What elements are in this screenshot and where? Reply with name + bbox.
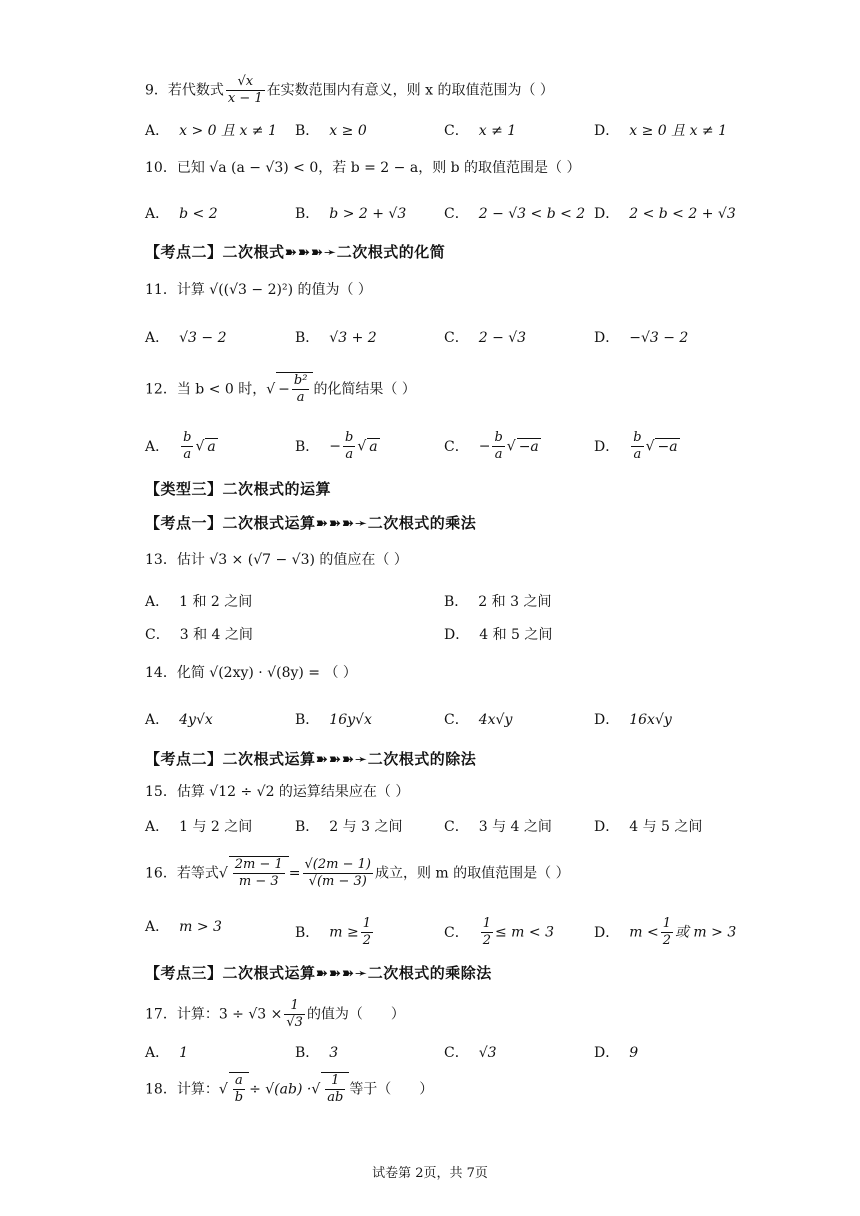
option-text: √3 + 2: [329, 330, 377, 346]
option-text: 2 − √3: [478, 330, 527, 346]
sign: −: [478, 438, 491, 455]
frac-denominator: b: [234, 1090, 244, 1105]
frac-denominator: 2: [362, 933, 372, 948]
option-label: C．: [444, 712, 469, 728]
question-tail: 在实数范围内有意义，则 x 的取值范围为（ ）: [266, 82, 554, 99]
fraction: [631, 430, 643, 463]
option-text: 2 − √3 < b < 2: [478, 206, 586, 222]
section-heading: 【类型三】二次根式的运算: [145, 480, 332, 498]
equals-sign: =: [288, 865, 301, 882]
frac-numerator: 2m − 1: [234, 857, 283, 872]
frac-numerator: a: [233, 1073, 245, 1090]
option-label: B．: [295, 123, 320, 139]
frac-denominator: x − 1: [227, 91, 263, 106]
question-number: 17．: [145, 1006, 177, 1023]
fraction: [481, 916, 493, 949]
frac-denominator: a: [296, 390, 305, 405]
option-c[interactable]: [145, 624, 253, 644]
frac-denominator: a: [494, 447, 503, 462]
option-label: B．: [295, 438, 320, 455]
option-a[interactable]: [145, 591, 252, 611]
options-15: [145, 816, 745, 840]
frac-numerator: 1: [662, 916, 671, 931]
frac-numerator: b: [494, 430, 503, 445]
frac-numerator: b: [183, 430, 192, 445]
radical-sign: √: [218, 865, 228, 882]
option-label: B．: [444, 594, 469, 610]
question-number: 18．: [145, 1081, 177, 1098]
radical-sign: √: [357, 438, 367, 455]
fraction: [303, 857, 373, 890]
option-label: B．: [295, 330, 320, 346]
option-a[interactable]: [145, 203, 218, 223]
option-a[interactable]: [145, 916, 222, 936]
option-text: 1: [179, 1045, 189, 1061]
option-d[interactable]: [594, 709, 672, 729]
question-16: [145, 856, 570, 890]
radicand: a: [369, 438, 378, 455]
question-stem: 计算 √((√3 − 2)²) 的值为（ ）: [176, 282, 372, 298]
question-15: [145, 782, 409, 802]
options-11: [145, 327, 745, 351]
radical-sign: √: [195, 438, 205, 455]
option-d[interactable]: [594, 120, 727, 140]
option-b[interactable]: [295, 816, 402, 836]
option-b[interactable]: [295, 120, 367, 140]
option-d[interactable]: [594, 430, 680, 463]
option-text: −√3 − 2: [629, 330, 689, 346]
option-label: C．: [444, 819, 469, 835]
question-stem: 估计 √3 × (√7 − √3) 的值应在（ ）: [176, 552, 408, 568]
operator-text: ÷ √(ab) ·: [249, 1081, 312, 1098]
question-number: 12．: [145, 381, 177, 398]
option-a[interactable]: [145, 120, 277, 140]
option-text: 2 与 3 之间: [329, 819, 403, 835]
option-text: 16y√x: [329, 712, 372, 728]
frac-denominator: √(m − 3): [308, 874, 367, 889]
option-d[interactable]: [594, 203, 736, 223]
options-13: [145, 591, 745, 615]
option-b[interactable]: [295, 430, 380, 463]
option-text: x > 0 且 x ≠ 1: [179, 123, 277, 139]
section-heading: 【考点二】二次根式运算➽➽➽➛二次根式的除法: [145, 750, 477, 768]
radical-sign: √: [266, 381, 276, 398]
question-tail: 的值为（ ）: [306, 1006, 405, 1023]
option-label: A．: [145, 819, 170, 835]
fraction: [181, 430, 193, 463]
frac-numerator: b: [633, 430, 642, 445]
question-12: [145, 372, 416, 406]
question-tail: 的化简结果（ ）: [313, 381, 416, 398]
option-text: 3: [329, 1045, 339, 1061]
option-text: x ≥ 0: [329, 123, 367, 139]
option-text: 4x√y: [478, 712, 513, 728]
option-text: √3: [478, 1045, 497, 1061]
option-pre: m <: [629, 924, 659, 941]
radical-sign: √: [311, 1081, 321, 1098]
question-stem: 已知 √a (a − √3) < 0，若 b = 2 − a，则 b 的取值范围是（ ）: [176, 160, 581, 176]
options-13b: [145, 624, 745, 648]
option-c[interactable]: [444, 430, 541, 463]
radicand: [229, 1072, 249, 1106]
option-text: 4 和 5 之间: [479, 627, 553, 643]
option-label: C．: [444, 1045, 469, 1061]
option-post: 或 m > 3: [674, 924, 737, 941]
option-text: x ≠ 1: [478, 123, 517, 139]
option-label: B．: [295, 712, 320, 728]
page-footer: 试卷第 2页，共 7页: [372, 1166, 488, 1181]
question-stem: 化简 √(2xy) · √(8y) = （ ）: [176, 665, 357, 681]
option-label: A．: [145, 330, 170, 346]
question-tail: 等于（ ）: [349, 1081, 434, 1098]
fraction: [226, 74, 265, 107]
option-label: C．: [444, 330, 469, 346]
question-number: 16．: [145, 865, 177, 882]
section-heading: 【考点二】二次根式➽➽➽➛二次根式的化简: [145, 243, 446, 261]
fraction: [233, 857, 285, 890]
question-stem: 当 b < 0 时，: [176, 381, 267, 398]
option-a[interactable]: [145, 327, 227, 347]
option-label: C．: [444, 123, 469, 139]
option-text: √3 − 2: [179, 330, 227, 346]
option-text: b < 2: [179, 206, 218, 222]
frac-numerator: 1: [362, 916, 372, 931]
option-label: A．: [145, 206, 170, 222]
option-c[interactable]: [444, 203, 585, 223]
question-number: 11．: [145, 282, 177, 298]
option-post: ≤ m < 3: [495, 924, 554, 941]
option-d[interactable]: [594, 1042, 638, 1062]
option-c[interactable]: [444, 816, 552, 836]
frac-numerator: 1: [284, 998, 305, 1015]
frac-numerator: √(2m − 1): [304, 857, 371, 872]
fraction: [492, 430, 504, 463]
option-label: A．: [145, 594, 170, 610]
fraction: [661, 916, 673, 949]
option-a[interactable]: [145, 430, 218, 463]
frac-denominator: ab: [327, 1090, 344, 1105]
radicand: −a: [657, 438, 678, 455]
frac-numerator: b²: [293, 373, 308, 388]
options-16: [145, 916, 745, 948]
fraction: [361, 916, 373, 949]
option-label: D．: [594, 712, 620, 728]
option-label: C．: [444, 206, 469, 222]
option-label: A．: [145, 438, 170, 455]
option-b[interactable]: [295, 327, 377, 347]
radicand: [276, 372, 313, 406]
option-label: D．: [594, 1045, 620, 1061]
frac-numerator: 1: [325, 1073, 345, 1090]
option-text: x ≥ 0 且 x ≠ 1: [629, 123, 728, 139]
radical-sign: √: [645, 438, 655, 455]
section-heading: 【考点一】二次根式运算➽➽➽➛二次根式的乘法: [145, 514, 477, 532]
option-text: 3 和 4 之间: [179, 627, 253, 643]
option-label: A．: [145, 712, 170, 728]
option-text: 16x√y: [629, 712, 672, 728]
fraction: [343, 430, 355, 463]
option-text: 3 与 4 之间: [478, 819, 552, 835]
question-stem: 估算 √12 ÷ √2 的运算结果应在（ ）: [176, 784, 410, 800]
frac-denominator: a: [633, 447, 642, 462]
option-a[interactable]: [145, 709, 213, 729]
option-d[interactable]: [444, 624, 552, 644]
question-stem: 若代数式: [167, 82, 224, 99]
frac-numerator: b: [345, 430, 354, 445]
question-number: 14．: [145, 665, 177, 681]
option-label: B．: [295, 1045, 320, 1061]
question-14: [145, 663, 357, 683]
option-text: 4 与 5 之间: [629, 819, 703, 835]
option-b[interactable]: [295, 1042, 338, 1062]
option-b[interactable]: [295, 203, 406, 223]
question-10: [145, 158, 581, 178]
option-label: C．: [444, 438, 469, 455]
option-a[interactable]: [145, 816, 252, 836]
frac-denominator: a: [183, 447, 192, 462]
option-label: B．: [295, 924, 320, 941]
radicand: a: [207, 438, 216, 455]
option-text: 9: [629, 1045, 639, 1061]
option-a[interactable]: [145, 1042, 188, 1062]
radicand: [229, 856, 289, 890]
frac-denominator: 2: [482, 933, 491, 948]
option-label: C．: [145, 627, 170, 643]
option-text: 1 与 2 之间: [179, 819, 253, 835]
frac-denominator: m − 3: [238, 874, 279, 889]
option-label: D．: [594, 206, 620, 222]
option-text: 1 和 2 之间: [179, 594, 253, 610]
question-number: 13．: [145, 552, 177, 568]
question-stem: 计算：: [176, 1081, 219, 1098]
option-label: D．: [594, 330, 620, 346]
section-heading: 【考点三】二次根式运算➽➽➽➛二次根式的乘除法: [145, 964, 492, 982]
option-d[interactable]: [594, 916, 736, 949]
option-label: C．: [444, 924, 469, 941]
fraction: [233, 1073, 245, 1106]
option-d[interactable]: [594, 327, 688, 347]
option-text: m > 3: [179, 919, 222, 935]
option-label: D．: [594, 123, 620, 139]
radical-sign: √: [218, 1081, 228, 1098]
option-label: A．: [145, 123, 170, 139]
option-text: 2 < b < 2 + √3: [629, 206, 736, 222]
radicand: −a: [518, 438, 539, 455]
frac-denominator: 2: [662, 933, 671, 948]
option-d[interactable]: [594, 816, 702, 836]
option-c[interactable]: [444, 916, 554, 949]
option-b[interactable]: [295, 916, 375, 949]
option-label: D．: [594, 438, 620, 455]
question-number: 10．: [145, 160, 177, 176]
frac-denominator: a: [345, 447, 354, 462]
question-17: [145, 998, 405, 1031]
options-12: [145, 430, 745, 462]
option-c[interactable]: [444, 120, 516, 140]
option-label: B．: [295, 819, 320, 835]
question-number: 15．: [145, 784, 177, 800]
question-number: 9．: [145, 82, 168, 99]
option-text: 2 和 3 之间: [478, 594, 552, 610]
radical-sign: √: [506, 438, 516, 455]
option-label: D．: [594, 924, 620, 941]
options-10: [145, 203, 745, 227]
option-c[interactable]: [444, 709, 512, 729]
frac-denominator: √3: [286, 1015, 303, 1030]
sign: −: [329, 438, 342, 455]
option-b[interactable]: [295, 709, 372, 729]
option-text: 4y√x: [179, 712, 213, 728]
question-stem: 计算：3 ÷ √3 ×: [176, 1006, 283, 1023]
question-stem: 若等式: [176, 865, 219, 882]
option-label: D．: [594, 819, 620, 835]
options-9: [145, 120, 745, 144]
option-label: A．: [145, 919, 170, 935]
option-label: A．: [145, 1045, 170, 1061]
options-14: [145, 709, 745, 733]
radicand: [321, 1072, 349, 1106]
question-11: [145, 280, 372, 300]
fraction: [325, 1073, 345, 1106]
option-text: b > 2 + √3: [329, 206, 407, 222]
options-17: [145, 1042, 745, 1066]
option-b[interactable]: [444, 591, 551, 611]
option-pre: m ≥: [329, 924, 359, 941]
fraction: [292, 373, 310, 406]
minus-sign: −: [278, 381, 290, 398]
question-tail: 成立，则 m 的取值范围是（ ）: [374, 865, 570, 882]
option-c[interactable]: [444, 327, 526, 347]
option-label: D．: [444, 627, 470, 643]
question-9: [145, 74, 554, 107]
frac-numerator: 1: [482, 916, 491, 931]
fraction: [284, 998, 305, 1031]
frac-numerator: √x: [226, 74, 265, 91]
option-c[interactable]: [444, 1042, 497, 1062]
option-label: B．: [295, 206, 320, 222]
question-18: [145, 1072, 433, 1106]
question-13: [145, 550, 408, 570]
